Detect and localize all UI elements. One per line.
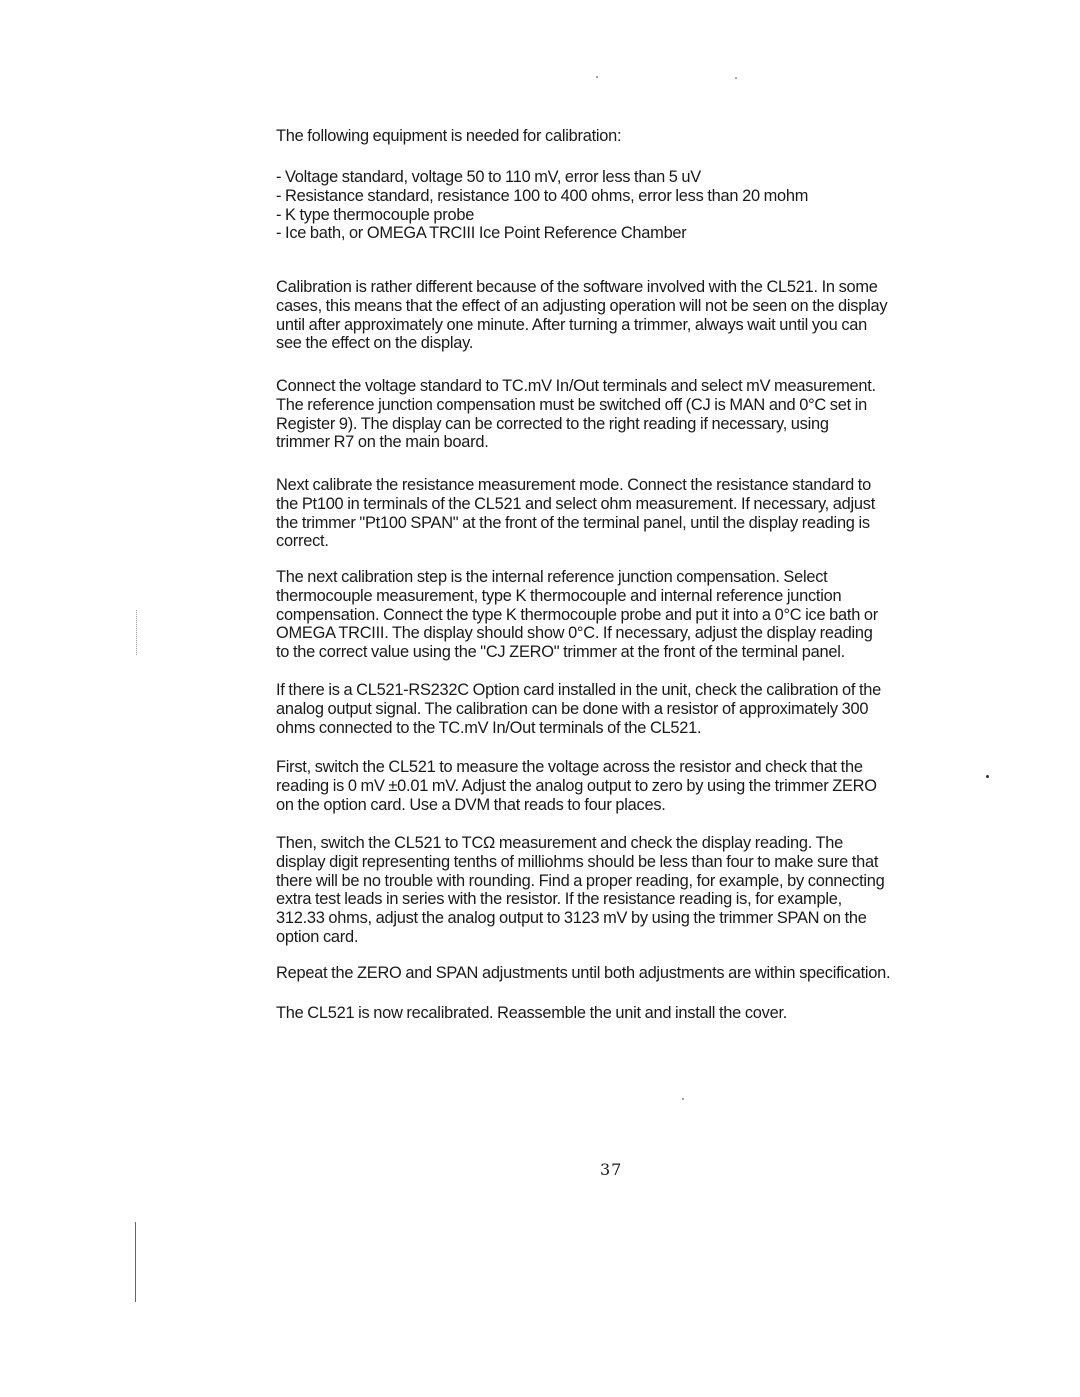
paragraph bbox=[276, 1004, 787, 1023]
page-number: 37 bbox=[600, 1160, 623, 1179]
list-item: - Voltage standard, voltage 50 to 110 mV, error less than 5 uV bbox=[276, 168, 701, 186]
margin-dots bbox=[136, 610, 138, 655]
text-line: The following equipment is needed for calibration: bbox=[276, 127, 622, 145]
text-line: Then, switch the CL521 to TCΩ measurement and check the display reading. The bbox=[276, 834, 844, 852]
text-line: trimmer R7 on the main board. bbox=[276, 433, 489, 452]
text-line: The CL521 is now recalibrated. Reassemble the unit and install the cover. bbox=[276, 1004, 788, 1022]
text-line: 312.33 ohms, adjust the analog output to 3123 mV by using the trimmer SPAN on the bbox=[276, 909, 867, 928]
text-line: ohms connected to the TC.mV In/Out terminals of the CL521. bbox=[276, 718, 702, 737]
scan-speck bbox=[986, 775, 989, 778]
paragraph bbox=[276, 278, 887, 353]
text-line: the trimmer "Pt100 SPAN" at the front of the terminal panel, until the display reading is bbox=[276, 513, 870, 532]
text-line: Connect the voltage standard to TC.mV In/Out terminals and select mV measurement. bbox=[276, 377, 876, 395]
paragraph bbox=[276, 758, 877, 814]
text-line: the Pt100 in terminals of the CL521 and select ohm measurement. If necessary, adjust bbox=[276, 494, 876, 513]
scan-speck bbox=[682, 1098, 684, 1100]
scan-speck bbox=[596, 76, 598, 78]
text-line: cases, this means that the effect of an adjusting operation will not be seen on the display bbox=[276, 296, 888, 315]
text-line: Next calibrate the resistance measurement mode. Connect the resistance standard to bbox=[276, 476, 871, 494]
margin-dots bbox=[135, 1222, 137, 1302]
paragraph bbox=[276, 568, 878, 662]
list-item: - K type thermocouple probe bbox=[276, 205, 475, 224]
text-line: analog output signal. The calibration can be done with a resistor of approximately 300 bbox=[276, 699, 869, 718]
text-line: Calibration is rather different because of the software involved with the CL521. In some bbox=[276, 278, 878, 296]
text-line: thermocouple measurement, type K thermocouple and internal reference junction bbox=[276, 586, 842, 605]
scan-speck bbox=[735, 77, 737, 79]
text-line: Register 9). The display can be corrected to the right reading if necessary, using bbox=[276, 414, 829, 433]
paragraph bbox=[276, 377, 876, 452]
text-line: First, switch the CL521 to measure the voltage across the resistor and check that the bbox=[276, 758, 863, 776]
text-line: extra test leads in series with the resistor. If the resistance reading is, for example, bbox=[276, 890, 842, 909]
text-line: option card. bbox=[276, 927, 359, 946]
list-item: - Resistance standard, resistance 100 to 400 ohms, error less than 20 mohm bbox=[276, 186, 809, 205]
text-line: on the option card. Use a DVM that reads to four places. bbox=[276, 795, 666, 814]
paragraph bbox=[276, 964, 890, 983]
text-line: see the effect on the display. bbox=[276, 334, 474, 353]
text-line: to the correct value using the "CJ ZERO" trimmer at the front of the terminal panel. bbox=[276, 643, 845, 662]
paragraph bbox=[276, 476, 875, 551]
equipment-list bbox=[276, 168, 808, 243]
text-line: until after approximately one minute. After turning a trimmer, always wait until you can bbox=[276, 315, 867, 334]
text-line: compensation. Connect the type K thermocouple probe and put it into a 0°C ice bath or bbox=[276, 605, 878, 624]
text-line: The reference junction compensation must be switched off (CJ is MAN and 0°C set in bbox=[276, 395, 867, 414]
text-line: display digit representing tenths of milliohms should be less than four to make sure that bbox=[276, 852, 879, 871]
paragraph bbox=[276, 681, 881, 737]
text-line: there will be no trouble with rounding. Find a proper reading, for example, by connecting bbox=[276, 871, 885, 890]
list-item: - Ice bath, or OMEGA TRCIII Ice Point Reference Chamber bbox=[276, 224, 687, 243]
text-line: The next calibration step is the internal reference junction compensation. Select bbox=[276, 568, 828, 586]
text-line: correct. bbox=[276, 532, 329, 551]
text-line: OMEGA TRCIII. The display should show 0°C. If necessary, adjust the display reading bbox=[276, 624, 873, 643]
paragraph bbox=[276, 834, 885, 947]
text-line: Repeat the ZERO and SPAN adjustments until both adjustments are within specification. bbox=[276, 964, 891, 982]
text-line: reading is 0 mV ±0.01 mV. Adjust the analog output to zero by using the trimmer ZERO bbox=[276, 776, 877, 795]
paragraph bbox=[276, 127, 621, 146]
text-line: If there is a CL521-RS232C Option card installed in the unit, check the calibration of the bbox=[276, 681, 882, 699]
